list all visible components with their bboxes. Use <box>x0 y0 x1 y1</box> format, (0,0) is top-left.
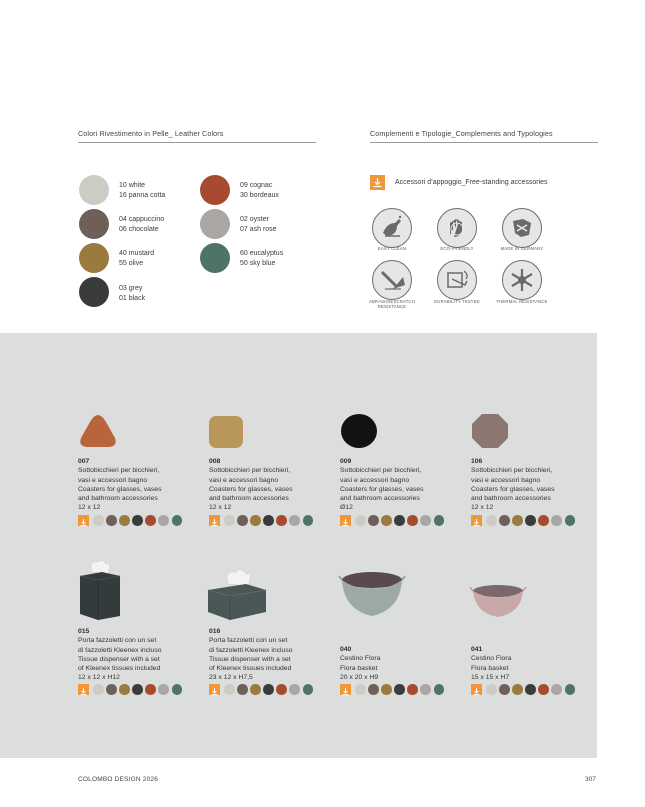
color-options-row <box>340 515 447 526</box>
color-dot <box>224 515 235 526</box>
swatch-mustard <box>79 243 109 273</box>
color-dot <box>132 515 143 526</box>
tissue-box-rect-image <box>206 564 268 622</box>
color-dot <box>551 515 562 526</box>
color-options-row <box>209 684 316 695</box>
product-code: 041 <box>471 646 483 653</box>
color-dot <box>145 515 156 526</box>
color-dot <box>486 684 497 695</box>
scratch-resistance-icon <box>372 260 412 300</box>
color-dot <box>499 684 510 695</box>
swatch-cognac-label: 09 cognac 30 bordeaux <box>240 182 279 199</box>
color-dot <box>381 684 392 695</box>
complements-rule <box>370 142 598 143</box>
color-dot <box>394 515 405 526</box>
durability-tested-text: DURABILITY TESTED <box>434 299 480 304</box>
swatch-cappuccino <box>79 209 109 239</box>
color-options-row <box>78 515 185 526</box>
leather-colors-rule <box>78 142 316 143</box>
basket-large-image <box>338 570 406 620</box>
coaster-octagon-image <box>471 413 509 449</box>
freestanding-icon <box>209 684 220 695</box>
color-dot <box>368 515 379 526</box>
product-015: 015 Porta fazzoletti con un set di fazzoletti Kleenex incluso Tissue dispenser with a set of Kleenex tissues included 12 x 12 x H12 <box>78 627 203 683</box>
swatch-oyster-label: 02 oyster 07 ash rose <box>240 216 277 233</box>
freestanding-icon <box>471 684 482 695</box>
product-008: 008 Sottobicchieri per bicchieri, vasi e accessori bagno Coasters for glasses, vases and bathroom accessories 12 x 12 <box>209 457 334 513</box>
color-dot <box>250 684 261 695</box>
color-dot <box>276 684 287 695</box>
color-dot <box>93 515 104 526</box>
product-016: 016 Porta fazzoletti con un set di fazzoletti Kleenex incluso Tissue dispenser with a set of Kleenex tissues included 23 x 12 x H7,5 <box>209 627 334 683</box>
color-dot <box>355 515 366 526</box>
color-dot <box>394 684 405 695</box>
color-options-row <box>471 515 578 526</box>
color-dot <box>93 684 104 695</box>
product-code: 007 <box>78 458 90 465</box>
product-007: 007 Sottobicchieri per bicchieri, vasi e accessori bagno Coasters for glasses, vases and bathroom accessories 12 x 12 <box>78 457 203 513</box>
swatch-cognac <box>200 175 230 205</box>
color-dot <box>434 684 445 695</box>
swatch-grey <box>79 277 109 307</box>
easy-clean-text: EASY CLEAN <box>377 246 407 251</box>
color-dot <box>119 515 130 526</box>
color-dot <box>486 515 497 526</box>
color-dot <box>368 684 379 695</box>
eco-friendly-text: ECO-FRIENDLY <box>440 246 474 251</box>
product-code: 009 <box>340 458 352 465</box>
color-dot <box>289 684 300 695</box>
freestanding-icon <box>78 515 89 526</box>
swatch-white <box>79 175 109 205</box>
color-dot <box>172 515 183 526</box>
product-041: 041 Cestino Flora Flora basket 15 x 15 x H7 <box>471 645 596 682</box>
color-dot <box>407 684 418 695</box>
color-dot <box>381 515 392 526</box>
color-dot <box>263 684 274 695</box>
color-dot <box>407 515 418 526</box>
swatch-oyster <box>200 209 230 239</box>
made-in-germany-text: MADE IN GERMANY <box>500 246 544 251</box>
leather-colors-title: Colori Rivestimento in Pelle_ Leather Colors <box>78 129 224 138</box>
coaster-square-image <box>208 415 244 449</box>
freestanding-icon <box>209 515 220 526</box>
color-dot <box>250 515 261 526</box>
color-dot <box>106 684 117 695</box>
tissue-box-cube-image <box>76 558 124 622</box>
color-dot <box>119 684 130 695</box>
freestanding-icon <box>340 684 351 695</box>
color-dot <box>538 684 549 695</box>
color-dot <box>158 684 169 695</box>
swatch-cappuccino-label: 04 cappuccino 06 chocolate <box>119 216 165 233</box>
product-009: 009 Sottobicchieri per bicchieri, vasi e accessori bagno Coasters for glasses, vases and bathroom accessories Ø12 <box>340 457 465 513</box>
color-dot <box>289 515 300 526</box>
product-code: 106 <box>471 458 483 465</box>
eco-friendly-icon <box>437 208 477 248</box>
thermal-resistance-text: THERMAL RESISTANCE <box>496 299 548 304</box>
product-106: 106 Sottobicchieri per bicchieri, vasi e accessori bagno Coasters for glasses, vases and bathroom accessories 12 x 12 <box>471 457 596 513</box>
color-options-row <box>340 684 447 695</box>
swatch-grey-label: 03 grey 01 black <box>119 285 146 302</box>
swatch-mustard-label: 40 mustard 55 olive <box>119 250 155 267</box>
product-code: 016 <box>209 628 221 635</box>
color-dot <box>551 684 562 695</box>
swatch-eucalyptus-label: 60 eucalyptus 50 sky blue <box>240 250 284 267</box>
color-dot <box>525 684 536 695</box>
color-dot <box>303 515 314 526</box>
basket-small-image <box>469 583 527 621</box>
color-dot <box>420 515 431 526</box>
freestanding-icon <box>78 684 89 695</box>
color-options-row <box>209 515 316 526</box>
page-number: 307 <box>585 776 596 783</box>
product-040: 040 Cestino Flora Flora basket 20 x 20 x H9 <box>340 645 465 682</box>
swatch-white-label: 10 white 16 panna cotta <box>119 182 166 199</box>
color-dot <box>525 515 536 526</box>
color-dot <box>303 684 314 695</box>
color-dot <box>237 684 248 695</box>
color-dot <box>132 684 143 695</box>
thermal-resistance-icon <box>502 260 542 300</box>
color-dot <box>172 684 183 695</box>
color-dot <box>420 684 431 695</box>
color-dot <box>237 515 248 526</box>
color-dot <box>224 684 235 695</box>
swatch-eucalyptus <box>200 243 230 273</box>
coaster-triangle-image <box>78 413 118 449</box>
complements-title: Complementi e Tipologie_Complements and Typologies <box>370 129 553 138</box>
made-in-germany-icon <box>502 208 542 248</box>
freestanding-icon <box>471 515 482 526</box>
coaster-round-image <box>340 413 378 449</box>
freestanding-icon <box>370 175 385 190</box>
durability-tested-icon <box>437 260 477 300</box>
color-dot <box>538 515 549 526</box>
color-dot <box>145 684 156 695</box>
color-dot <box>263 515 274 526</box>
scratch-resistance-text: ABRASION/SCRATCH RESISTANCE <box>369 299 415 309</box>
footer-brand: COLOMBO DESIGN 2026 <box>78 776 159 783</box>
color-dot <box>434 515 445 526</box>
color-dot <box>512 515 523 526</box>
product-code: 015 <box>78 628 90 635</box>
freestanding-label: Accessori d’appoggio_Free-standing accessories <box>395 179 548 186</box>
color-dot <box>499 515 510 526</box>
easy-clean-icon <box>372 208 412 248</box>
color-dot <box>565 515 576 526</box>
color-dot <box>158 515 169 526</box>
color-dot <box>512 684 523 695</box>
color-options-row <box>471 684 578 695</box>
color-dot <box>276 515 287 526</box>
color-dot <box>106 515 117 526</box>
freestanding-icon <box>340 515 351 526</box>
color-dot <box>355 684 366 695</box>
color-options-row <box>78 684 185 695</box>
product-code: 008 <box>209 458 221 465</box>
color-dot <box>565 684 576 695</box>
product-code: 040 <box>340 646 352 653</box>
